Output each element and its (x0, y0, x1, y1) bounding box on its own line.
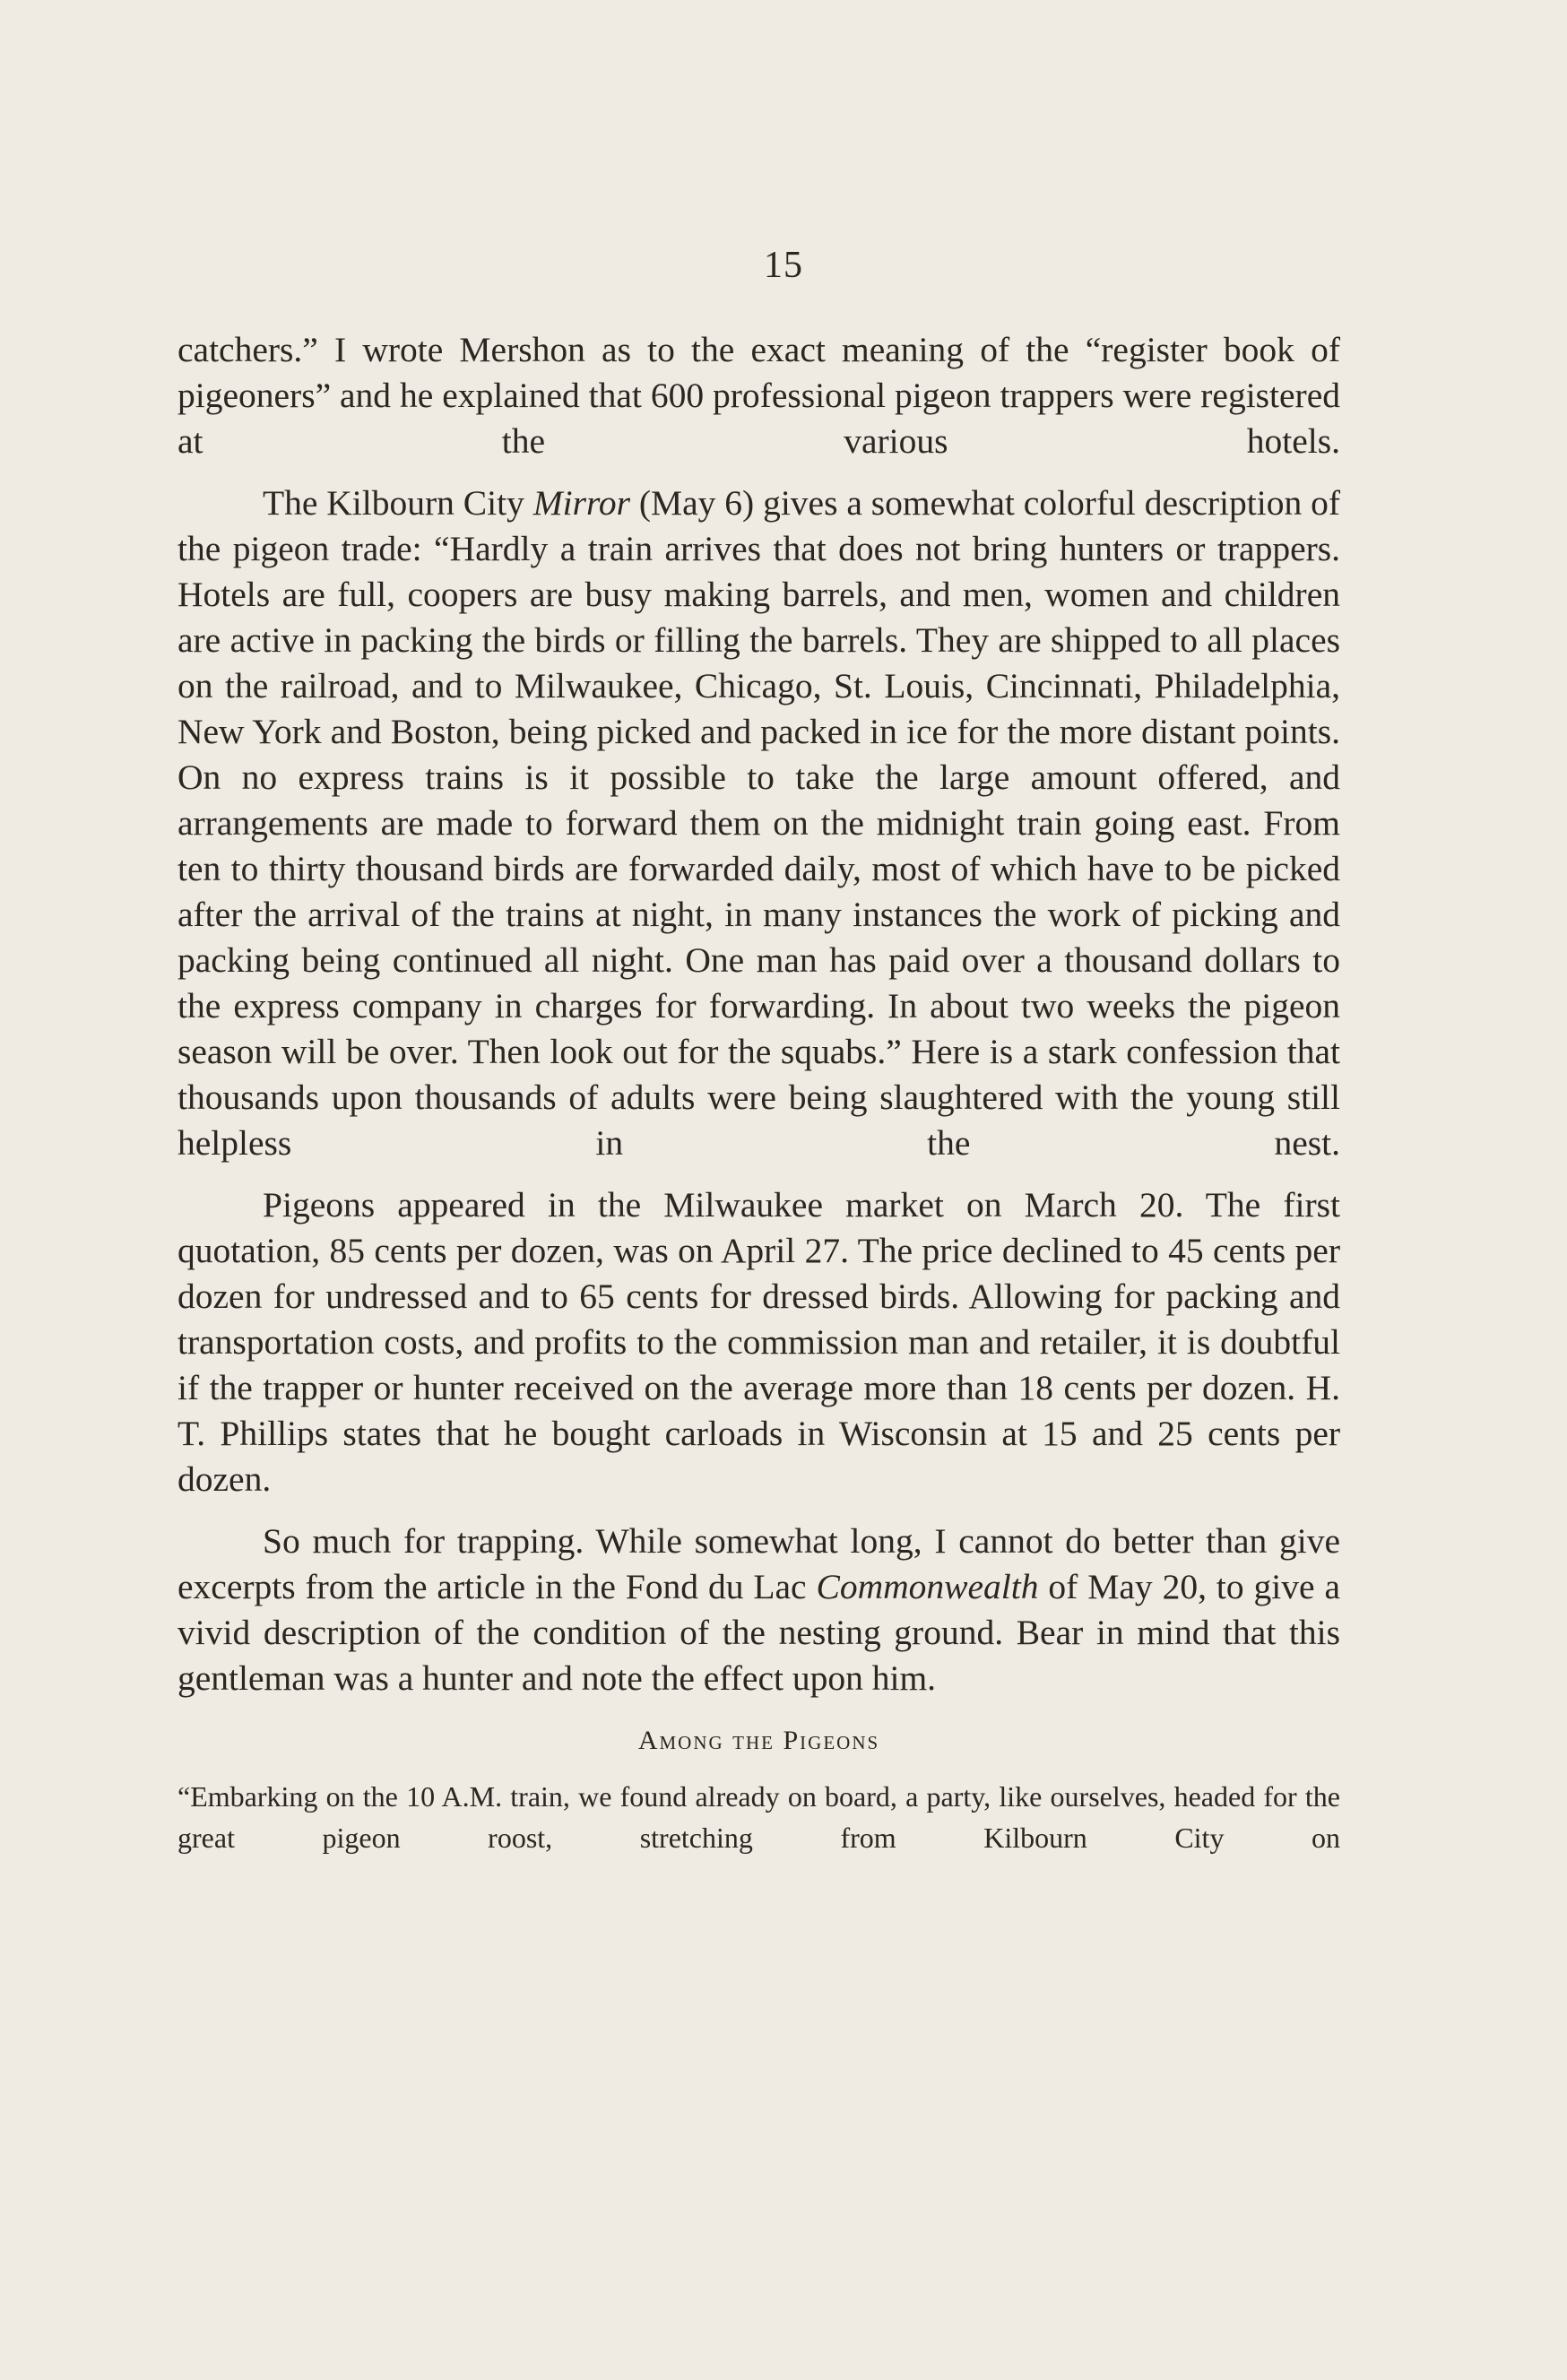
periodical-title-commonwealth: Commonwealth (816, 1567, 1039, 1606)
paragraph-4 (177, 1519, 1340, 1701)
paragraph-1 (177, 327, 1340, 464)
paragraph-4-text-a: So much for trapping. While somewhat long, I cannot do better than give excerpts from the article in the Fond du Lac (177, 1521, 1340, 1606)
paragraph-4-text-b: of May 20, to give a vivid description of the condition of the nesting ground. Bear in mind that this gentleman was a hunter and note the effect upon him. (177, 1567, 1340, 1698)
paragraph-2-text-b: (May 6) gives a somewhat colorful description of the pigeon trade: “Hardly a train arrives that does not bring hunters or trappers. Hotels are full, coopers are busy making barrels, and men, women and children are active in packing the birds or filling the barrels. They are shipped to all places on the railroad, and to Milwaukee, Chicago, St. Louis, Cincinnati, Philadelphia, New York and Boston, being picked and packed in ice for the more distant points. On no express trains is it possible to take the large amount offered, and arrangements are made to forward them on the midnight train going east. From ten to thirty thousand birds are forwarded daily, most of which have to be picked after the arrival of the trains at night, in many instances the work of picking and packing being continued all night. One man has paid over a thousand dollars to the express company in charges for forwarding. In about two weeks the pigeon season will be over. Then look out for the squabs.” Here is a stark confession that thousands upon thousands of adults were being slaughtered with the young still helpless in the nest. (177, 483, 1340, 1163)
periodical-title-mirror: Mirror (532, 483, 630, 523)
page-number: 15 (764, 245, 803, 286)
paragraph-1-text: catchers.” I wrote Mershon as to the exact meaning of the “register book of pigeoners” and he explained that 600 professional pigeon trappers were registered at the various hotels. (177, 330, 1340, 461)
quotation-text: “Embarking on the 10 A.M. train, we found already on board, a party, like ourselves, headed for the great pigeon roost, stretching from Kilbourn City on (177, 1780, 1340, 1854)
paragraph-3-text: Pigeons appeared in the Milwaukee market on March 20. The first quotation, 85 cents per dozen, was on April 27. The price declined to 45 cents per dozen for undressed and to 65 cents for dressed birds. Allowing for packing and transportation costs, and profits to the commission man and retailer, it is doubtful if the trapper or hunter received on the average more than 18 cents per dozen. H. T. Phillips states that he bought carloads in Wisconsin at 15 and 25 cents per dozen. (177, 1185, 1340, 1499)
section-heading: Among the Pigeons (637, 1726, 880, 1755)
paragraph-2 (177, 480, 1340, 1166)
body-text (177, 327, 1340, 1858)
paragraph-2-text-a: The Kilbourn City (263, 483, 533, 523)
paragraph-3 (177, 1182, 1340, 1502)
